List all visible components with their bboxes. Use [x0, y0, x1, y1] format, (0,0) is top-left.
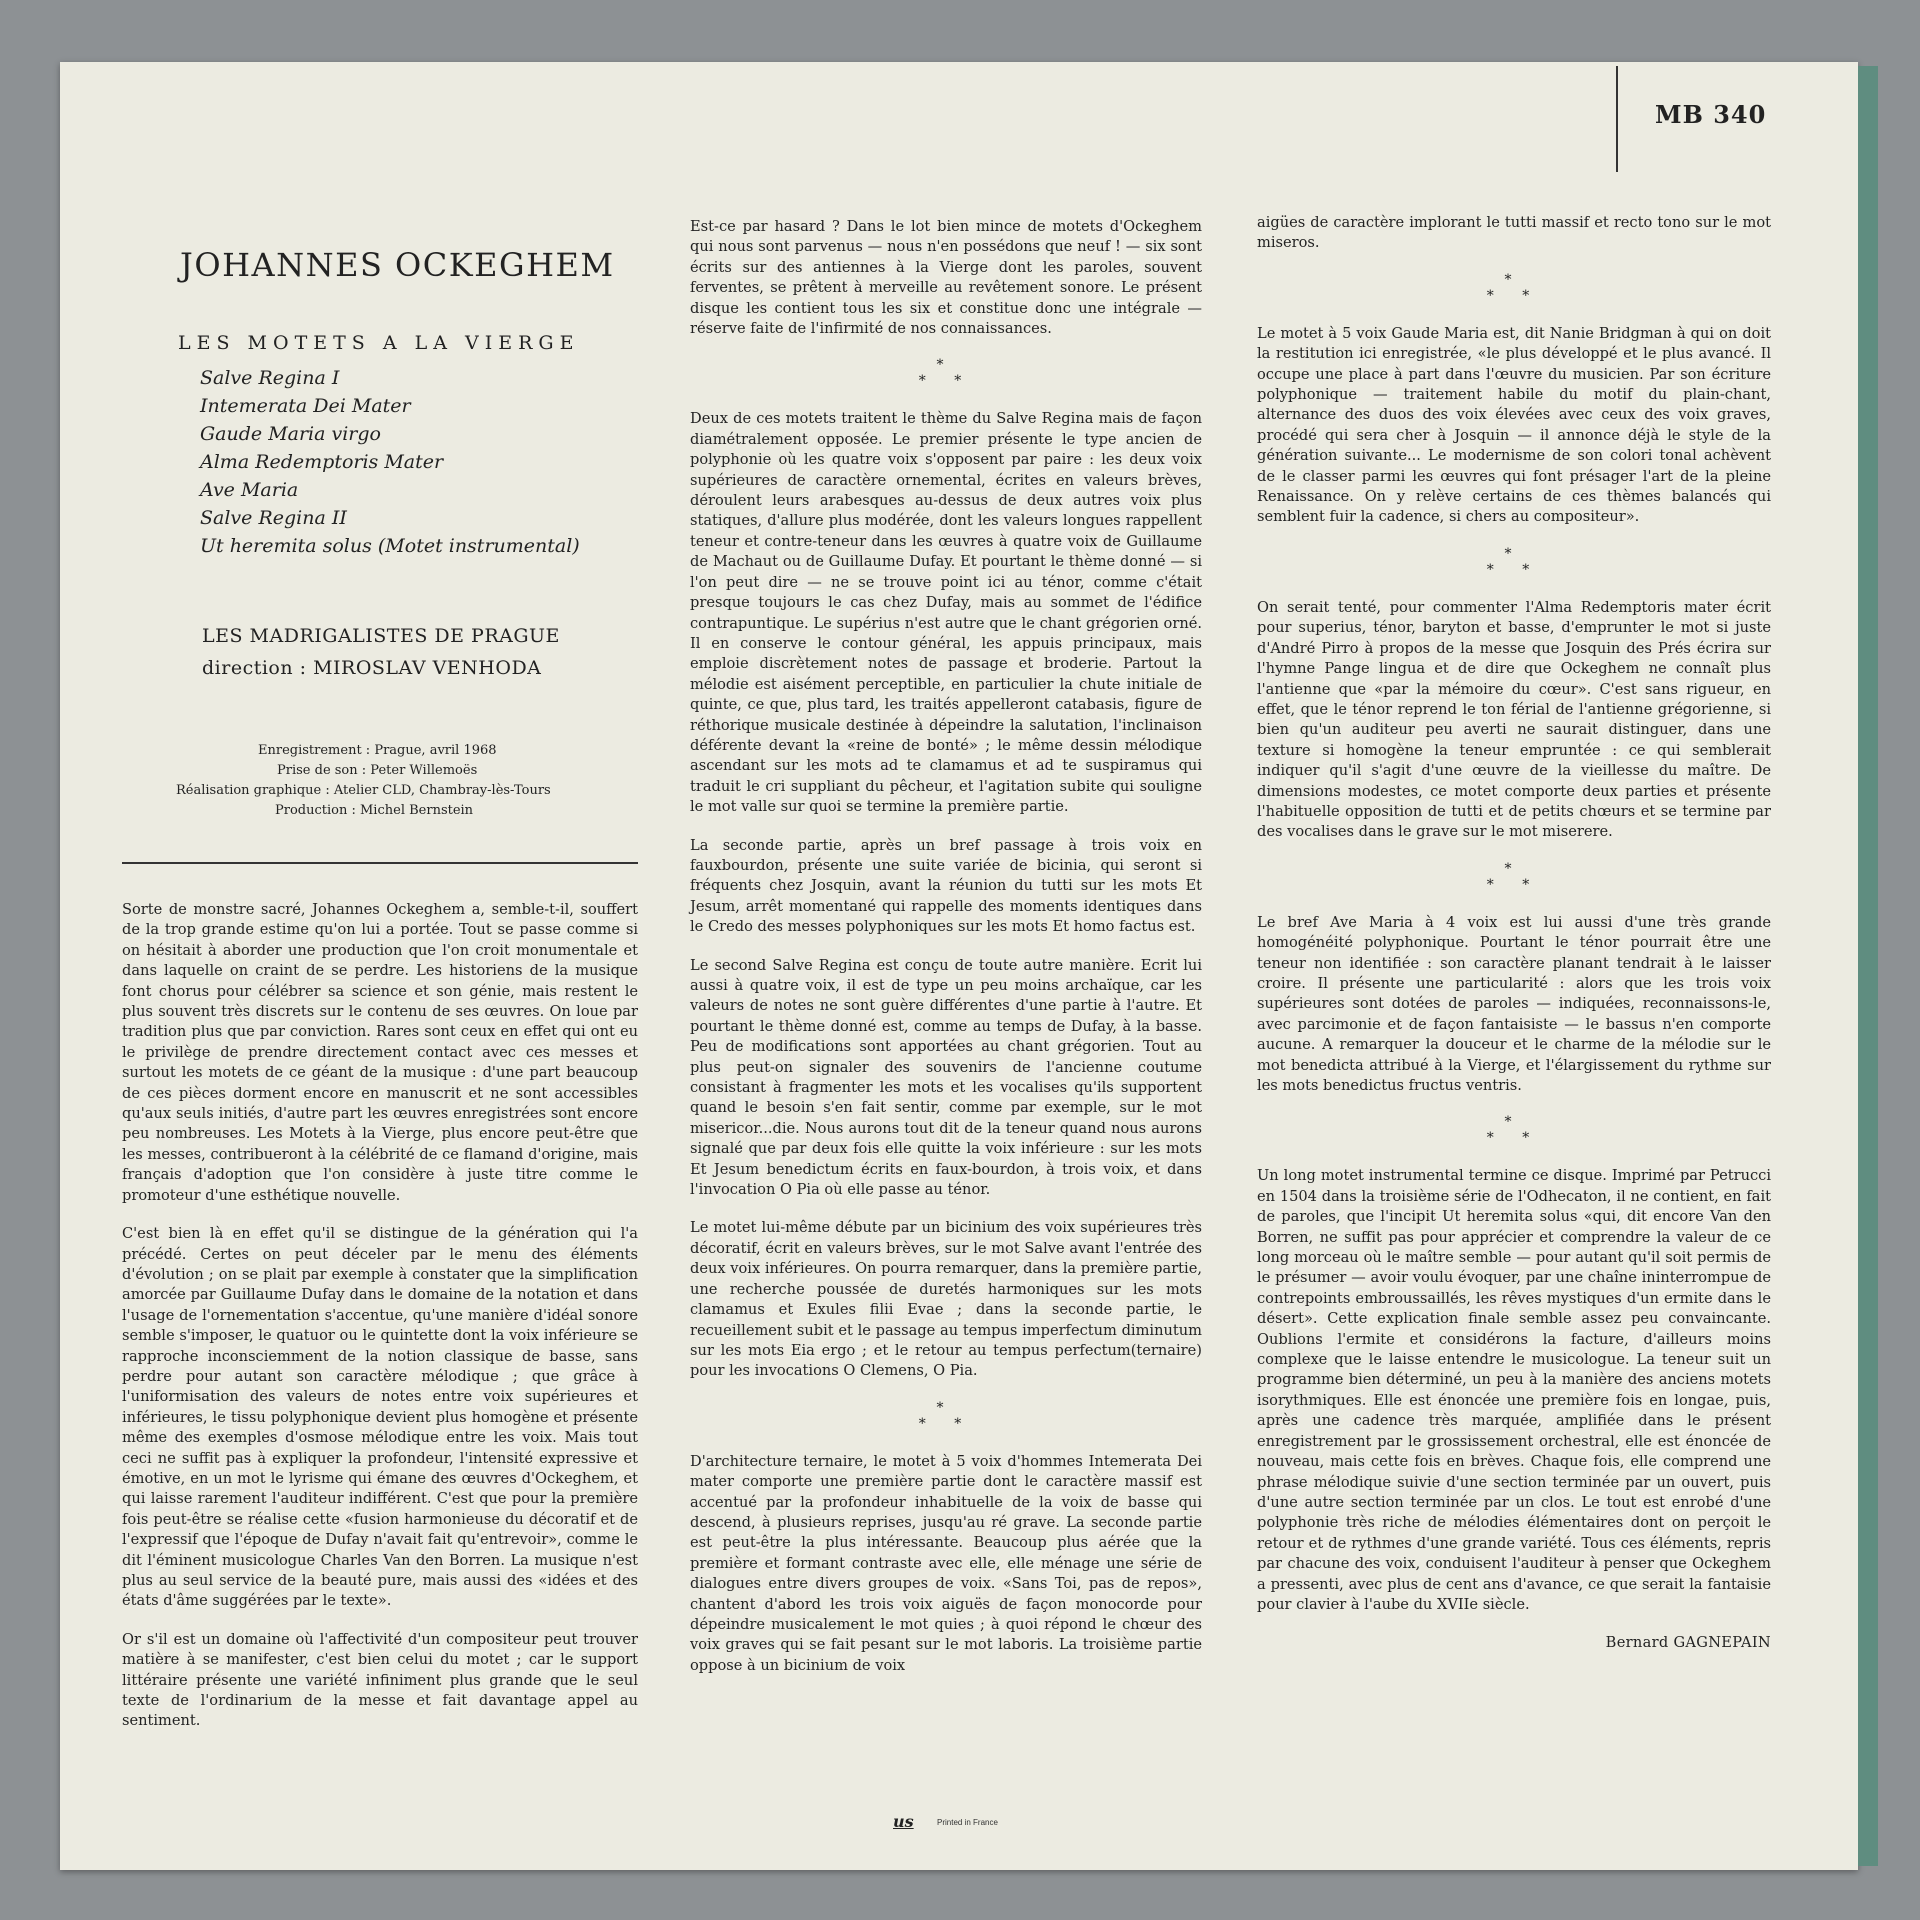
work-item: Intemerata Dei Mater	[200, 395, 411, 417]
credit-row	[170, 781, 600, 801]
notes-paragraph: D'architecture ternaire, le motet à 5 voix d'hommes Intemerata Dei mater comporte une première partie dont le caractère massif est accentué par la profondeur inhabituelle de la voix de basse qui descend, à plusieurs reprises, jusqu'au ré grave. La seconde partie est peut-être la plus intéressante. Beaucoup plus aérée que la première et formant contraste avec elle, elle ménage une série de dialogues entre divers groupes de voix. «Sans Toi, pas de repos», chantent d'abord les trois voix aiguës de façon monocorde pour dépeindre musicalement le mot quies ; à quoi répond le chœur des voix graves qui se fait pesant sur le mot laboris. La troisième partie oppose à un bicinium de voix	[690, 1452, 1202, 1674]
notes-column-1	[122, 900, 638, 1750]
notes-paragraph: Le motet lui-même débute par un bicinium des voix supérieures très décoratif, écrit en valeurs brèves, sur le mot Salve avant l'entrée des deux voix inférieures. On pourra remarquer, dans la première partie, une recherche poussée de duretés harmoniques sur les mots clamamus et Exules filii Evae ; dans la seconde partie, le recueillement subit et le passage au tempus imperfectum diminutum sur les mots Eia ergo ; et le retour au tempus perfectum(ternaire) pour les invocations O Clemens, O Pia.	[690, 1219, 1202, 1380]
section-divider	[122, 862, 638, 864]
work-list	[200, 364, 580, 560]
sleeve-spine-edge	[1858, 66, 1878, 1866]
work-item: Salve Regina II	[200, 507, 347, 529]
notes-paragraph: Le bref Ave Maria à 4 voix est lui aussi d'une très grande homogénéité polyphonique. Pourtant le ténor pourrait être une teneur non identifiée : son caractère planant tendrait à le laisser croire. Il présente une particularité : alors que les trois voix supérieures sont dotées de paroles — indiquées, reconnaissons-le, avec parcimonie et de façon fantaisiste — le bassus n'en comporte aucune. A remarquer la douceur et le charme de la mélodie sur le mot benedicta attribué à la Vierge, et l'élargissement du rythme sur les mots benedictus fructus ventris.	[1257, 913, 1771, 1094]
section-separator-stars: * * *	[1486, 860, 1542, 893]
notes-paragraph: Le motet à 5 voix Gaude Maria est, dit Nanie Bridgman à qui on doit la restitution ici enregistrée, «le plus développé et le plus avancé. Il occupe une place à part dans l'œuvre du musicien. Par son écriture polyphonique — traitement habile du motif du plain-chant, alternance des duos des voix élevées avec ceux des voix graves, procédé qui sera cher à Josquin — il annonce déjà le style de la génération suivante... Le modernisme de son colori tonal achèvent de le classer parmi les œuvres qui font présager l'art de la pleine Renaissance. On y relève certains de ces thèmes balancés qui semblent fuir la cadence, si chers au compositeur».	[1257, 324, 1771, 526]
ensemble-name: LES MADRIGALISTES DE PRAGUE	[202, 625, 560, 647]
notes-paragraph: Or s'il est un domaine où l'affectivité d'un compositeur peut trouver matière à se manifester, c'est bien celui du motet ; car le support littéraire présente une variété infiniment plus grande que le seul texte de l'ordinarium de la messe et fait davantage appel au sentiment.	[122, 1630, 638, 1730]
notes-column-3	[1257, 213, 1771, 1654]
credit-row	[170, 741, 600, 761]
credit-row	[170, 761, 600, 781]
credit-value: Prague, avril 1968	[374, 743, 497, 758]
notes-paragraph: C'est bien là en effet qu'il se distingue de la génération qui l'a précédé. Certes on peut déceler par le menu des éléments d'évolution ; on se plait par exemple à constater que la simplification amorcée par Guillaume Dufay dans le domaine de la notation et dans l'usage de l'ornementation s'accentue, qu'une manière d'idéal sonore semble s'imposer, le quatuor ou le quintette dont la voix inférieure se rapproche inconsciemment de la notion classique de basse, sans perdre pour autant son caractère mélodique ; que grâce à l'uniformisation des valeurs de notes entre voix supérieures et inférieures, le tissu polyphonique devient plus homogène et présente même des exemples d'osmose mélodique entre les voix. Mais tout ceci ne suffit pas à expliquer la profondeur, l'intensité expressive et émotive, en un mot le lyrisme qui émane des œuvres d'Ockeghem, et qui laisse rarement l'auditeur indifférent. C'est que pour la première fois peut-être se réalise cette «fusion harmonieuse du décoratif et de l'expressif que l'époque de Dufay n'avait fait qu'entrevoir», comme le dit l'éminent musicologue Charles Van den Borren. La musique n'est plus au seul service de la beauté pure, mais aussi des «idées et des états d'âme suggérées par le texte».	[122, 1225, 638, 1610]
work-item: Alma Redemptoris Mater	[200, 451, 444, 473]
credit-value: Michel Bernstein	[360, 803, 474, 818]
catalog-divider	[1616, 66, 1618, 172]
notes-paragraph: On serait tenté, pour commenter l'Alma Redemptoris mater écrit pour superius, ténor, baryton et basse, d'emprunter le mot si juste d'André Pirro à propos de la messe que Josquin des Prés écrira sur l'hymne Pange lingua et de dire que Ockeghem ne connaît plus l'antienne que «par la mémoire du cœur». C'est sans rigueur, en effet, que le ténor reprend le ton férial de l'antienne grégorienne, si bien qu'un auditeur peu averti ne saurait distinguer, dans une texture si homogène la teneur empruntée : ce qui semblerait indiquer qu'il s'agit d'une œuvre de la vieillesse du maître. De dimensions modestes, ce motet comporte deux parties et présente l'habituelle opposition de tutti et de petits chœurs et se termine par des vocalises dans le grave sur le mot miserere.	[1257, 598, 1771, 841]
notes-paragraph: Deux de ces motets traitent le thème du Salve Regina mais de façon diamétralement opposée. Le premier présente le type ancien de polyphonie où les quatre voix s'opposent par paire : les deux voix supérieures de caractère ornemental, écrites en valeurs brèves, déroulent leurs arabesques au-dessus de deux autres voix plus statiques, d'allure plus modérée, dont les valeurs longues rappellent teneur et contre-teneur dans les œuvres à quatre voix de Guillaume de Machaut ou de Guillaume Dufay. Et pourtant le thème donné — si l'on peut dire — ne se trouve point ici au ténor, comme c'était presque toujours le cas chez Dufay, mais au sommet de l'édifice contrapuntique. Le supérius n'est autre que le chant grégorien orné. Il en conserve le contour général, les appuis principaux, mais emploie discrètement notes de passage et broderie. Partout la mélodie est aisément perceptible, en particulier la chute initiale de quinte, ce que, plus tard, les traités appelleront catabasis, figure de réthorique musicale destinée à dépeindre la salutation, l'inclinaison déférente devant la «reine de bonté» ; le même dessin mélodique ascendant sur les mots ad te clamamus et ad te suspiramus qui traduit le cri suppliant du pêcheur, et l'agitation subite qui souligne le mot valle sur quoi se termine la première partie.	[690, 410, 1202, 816]
work-item: Salve Regina I	[200, 367, 340, 389]
composer-title: JOHANNES OCKEGHEM	[180, 246, 615, 284]
notes-column-2	[690, 217, 1202, 1694]
director-line: direction : MIROSLAV VENHODA	[202, 657, 542, 679]
production-credits	[170, 741, 600, 821]
work-item: Gaude Maria virgo	[200, 423, 381, 445]
section-separator-stars: * * *	[918, 357, 974, 390]
notes-paragraph: Sorte de monstre sacré, Johannes Ockeghem a, semble-t-il, souffert de la trop grande estime qu'on lui a portée. Tout se passe comme si on hésitait à aborder une production que l'on croit monumentale et dans laquelle on craint de se perdre. Les historiens de la musique font chorus pour célébrer sa science et son génie, mais restent le plus souvent très discrets sur le contenu de ses œuvres. On loue par tradition plus que par conviction. Rares sont ceux en effet qui ont eu le privilège de prendre directement contact avec ces messes et surtout les motets de ce géant de la musique : d'une part beaucoup de ces pièces dorment encore en manuscrit et ne sont accessibles qu'aux seuls initiés, d'autre part les œuvres enregistrées sont encore peu nombreuses. Les Motets à la Vierge, plus encore peut-être que les messes, contribueront à la célébrité de ce flamand d'origine, mais français d'adoption que l'on considère à juste titre comme le promoteur d'une esthétique nouvelle.	[122, 901, 638, 1204]
credit-label: Prise de son :	[277, 763, 367, 778]
catalog-number: MB 340	[1655, 100, 1767, 129]
notes-paragraph: Un long motet instrumental termine ce disque. Imprimé par Petrucci en 1504 dans la troisième série de l'Odhecaton, il ne contient, en fait de paroles, que l'incipit Ut heremita solus «qui, dit encore Van den Borren, ne suffit pas pour apprécier et comprendre la valeur de ce long morceau où le maître semble — pour autant qu'il soit permis de le présumer — avoir voulu évoquer, par une chaîne ininterrompue de contrepoints embroussaillés, les rêves mystiques d'un ermite dans le désert». Cette explication finale semble assez peu convaincante. Oublions l'ermite et considérons la facture, d'ailleurs moins complexe que le laisse entendre le musicologue. La teneur suit un programme bien déterminé, un peu à la manière des anciens motets isorythmiques. Elle est énoncée une première fois en longae, puis, après une cadence très marquée, amplifiée dans le présent enregistrement par le grossissement orchestral, elle est énoncée de nouveau, mais cette fois en brèves. Chaque fois, elle comprend une phrase mélodique suivie d'une section terminée par un ouvert, puis d'une autre section terminée par un clos. Le tout est enrobé d'une polyphonie très riche de mélodies élémentaires dont on perçoit le retour et de rythmes d'une grande variété. Tous ces éléments, repris par chacune des voix, conduisent l'auditeur à penser que Ockeghem a pressenti, avec plus de cent ans d'avance, ce que serait la fantaisie pour clavier à l'aube du XVIIe siècle.	[1257, 1167, 1771, 1613]
work-item: Ave Maria	[200, 479, 299, 501]
notes-paragraph: Le second Salve Regina est conçu de toute autre manière. Ecrit lui aussi à quatre voix, il est de type un peu moins archaïque, car les valeurs de notes ne sont guère différentes d'une partie à l'autre. Et pourtant le thème donné est, comme au temps de Dufay, à la basse. Peu de modifications sont apportées au chant grégorien. Tout au plus peut-on signaler des souvenirs de l'ancienne coutume consistant à fragmenter les mots et les vocalises qu'ils supportent quand le besoin s'en fait sentir, comme par exemple, sur le mot misericor...die. Nous aurons tout dit de la teneur quand nous aurons signalé que par deux fois elle quitte la voix inférieure : sur les mots Et Jesum benedictum écrits en faux-bourdon, à trois voix, et dans l'invocation O Pia où elle passe au ténor.	[690, 956, 1202, 1199]
credit-row	[170, 801, 600, 821]
printed-in-note: Printed in France	[937, 1818, 998, 1827]
label-logo: us	[893, 1812, 914, 1831]
notes-paragraph: Est-ce par hasard ? Dans le lot bien mince de motets d'Ockeghem qui nous sont parvenus — nous n'en possédons que neuf ! — six sont écrits sur des antiennes à la Vierge dont les paroles, souvent ferventes, se prêtent à merveille au revêtement sonore. Le présent disque les contient tous les six et constitue donc une intégrale — réserve faite de l'infirmité de nos connaissances.	[690, 218, 1202, 338]
notes-paragraph: aigües de caractère implorant le tutti massif et recto tono sur le mot miseros.	[1257, 214, 1771, 252]
section-separator-stars: * * *	[1486, 1114, 1542, 1147]
credit-label: Enregistrement :	[258, 743, 371, 758]
performers	[202, 620, 560, 684]
section-separator-stars: * * *	[918, 1399, 974, 1432]
credit-label: Production :	[275, 803, 356, 818]
work-item: Ut heremita solus (Motet instrumental)	[200, 535, 580, 557]
section-separator-stars: * * *	[1486, 545, 1542, 578]
credit-label: Réalisation graphique :	[176, 783, 330, 798]
album-subtitle: LES MOTETS A LA VIERGE	[178, 332, 580, 354]
credit-value: Atelier CLD, Chambray-lès-Tours	[333, 783, 551, 798]
author-signature: Bernard GAGNEPAIN	[1605, 1634, 1771, 1652]
section-separator-stars: * * *	[1486, 271, 1542, 304]
credit-value: Peter Willemoës	[370, 763, 478, 778]
notes-paragraph: La seconde partie, après un bref passage à trois voix en fauxbourdon, présente une suite variée de bicinia, qui seront si fréquents chez Josquin, avant la réunion du tutti sur les mots Et Jesum, arrêt momentané qui rappelle des moments identiques dans le Credo des messes polyphoniques sur les mots Et homo factus est.	[690, 836, 1202, 936]
